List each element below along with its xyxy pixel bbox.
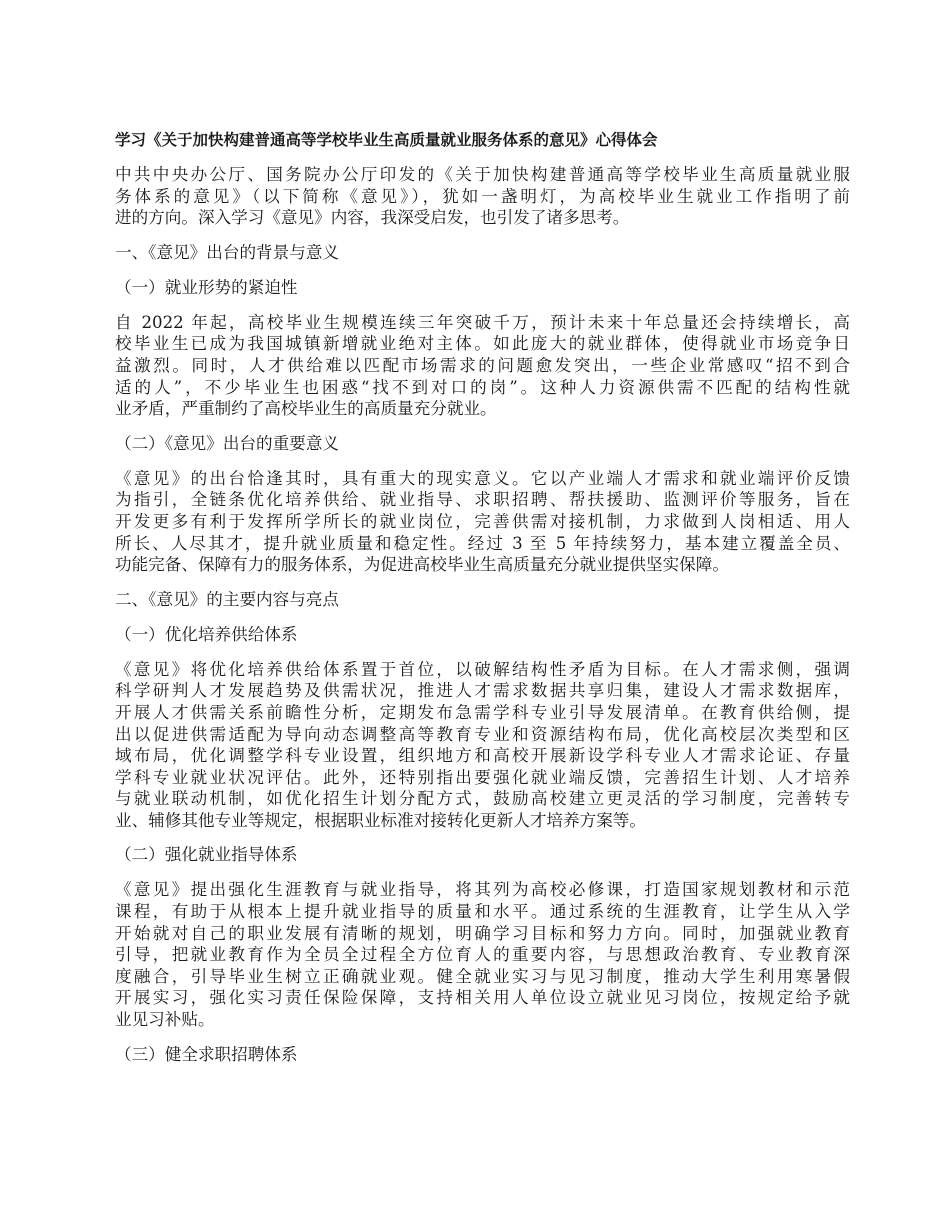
paragraph-line: 出以促进供需适配为导向动态调整高等教育专业和资源结构布局，优化高校层次类型和区 — [115, 724, 850, 744]
paragraph-line: 科学研判人才发展趋势及供需状况，推进人才需求数据共享归集，建设人才需求数据库， — [115, 681, 850, 701]
section-heading: （三）健全求职招聘体系 — [115, 1044, 298, 1064]
paragraph-line: 开始就对自己的职业发展有清晰的规划，明确学习目标和努力方向。同时，加强就业教育 — [115, 923, 850, 943]
paragraph-line: 《意见》提出强化生涯教育与就业指导，将其列为高校必修课，打造国家规划教材和示范 — [115, 880, 850, 900]
section-heading: （二）强化就业指导体系 — [115, 845, 298, 865]
paragraph-line: 学科专业就业状况评估。此外，还特别指出要强化就业端反馈，完善招生计划、人才培养 — [115, 767, 850, 787]
paragraph-line: 开展人才供需关系前瞻性分析，定期发布急需学科专业引导发展清单。在教育供给侧，提 — [115, 702, 850, 722]
document-content — [115, 164, 850, 1066]
paragraph-line: 功能完备、保障有力的服务体系，为促进高校毕业生高质量充分就业提供坚实保障。 — [115, 555, 729, 575]
paragraph-line: 中共中央办公厅、国务院办公厅印发的《关于加快构建普通高等学校毕业生高质量就业服 — [115, 165, 850, 184]
paragraph-line: 业见习补贴。 — [115, 1010, 215, 1030]
document-body — [115, 129, 850, 1079]
paragraph-line: 所长、人尽其才，提升就业质量和稳定性。经过 3 至 5 年持续努力，基本建立覆盖全员、 — [115, 533, 850, 553]
paragraph-line: 为指引，全链条优化培养供给、就业指导、求职招聘、帮扶援助、监测评价等服务，旨在 — [115, 490, 850, 510]
paragraph — [115, 468, 850, 576]
paragraph-line: 《意见》将优化培养供给体系置于首位，以破解结构性矛盾为目标。在人才需求侧，强调 — [115, 659, 850, 679]
paragraph-line: 务体系的意见》（以下简称《意见》），犹如一盏明灯，为高校毕业生就业工作指明了前 — [115, 186, 850, 206]
section-heading: （一）优化培养供给体系 — [115, 624, 298, 644]
paragraph — [115, 659, 850, 832]
section-heading: 二、《意见》的主要内容与亮点 — [115, 589, 340, 609]
paragraph-line: 《意见》的出台恰逢其时，具有重大的现实意义。它以产业端人才需求和就业端评价反馈 — [115, 468, 850, 488]
section-heading: 一、《意见》出台的背景与意义 — [115, 242, 340, 262]
paragraph-line: 开发更多有利于发挥所学所长的就业岗位，完善供需对接机制，力求做到人岗相适、用人 — [115, 511, 850, 531]
paragraph-line: 与就业联动机制，如优化招生计划分配方式，鼓励高校建立更灵活的学习制度，完善转专 — [115, 789, 850, 809]
paragraph-line: 课程，有助于从根本上提升就业指导的质量和水平。通过系统的生涯教育，让学生从入学 — [115, 902, 850, 922]
paragraph — [115, 164, 850, 229]
paragraph — [115, 312, 850, 420]
paragraph-line: 适的人”，不少毕业生也困惑“找不到对口的岗”。这种人力资源供需不匹配的结构性就 — [115, 377, 850, 397]
paragraph-line: 业矛盾，严重制约了高校毕业生的高质量充分就业。 — [115, 399, 497, 419]
paragraph — [115, 879, 850, 1030]
paragraph-line: 益激烈。同时，人才供给难以匹配市场需求的问题愈发突出，一些企业常感叹“招不到合 — [115, 355, 850, 375]
section-heading: （二）《意见》出台的重要意义 — [115, 433, 340, 453]
section-heading: （一）就业形势的紧迫性 — [115, 277, 298, 297]
paragraph-line: 开展实习，强化实习责任保险保障，支持相关用人单位设立就业见习岗位，按规定给予就 — [115, 988, 850, 1008]
paragraph-line: 进的方向。深入学习《意见》内容，我深受启发，也引发了诸多思考。 — [115, 208, 630, 228]
document-title: 学习《关于加快构建普通高等学校毕业生高质量就业服务体系的意见》心得体会 — [115, 130, 658, 149]
paragraph-line: 自 2022 年起，高校毕业生规模连续三年突破千万，预计未来十年总量还会持续增长，高 — [115, 312, 850, 332]
paragraph-line: 校毕业生已成为我国城镇新增就业绝对主体。如此庞大的就业群体，使得就业市场竞争日 — [115, 334, 850, 354]
paragraph-line: 引导，把就业教育作为全员全过程全方位育人的重要内容，与思想政治教育、专业教育深 — [115, 945, 850, 965]
paragraph-line: 域布局，优化调整学科专业设置，组织地方和高校开展新设学科专业人才需求论证、存量 — [115, 746, 850, 766]
paragraph-line: 业、辅修其他专业等规定，根据职业标准对接转化更新人才培养方案等。 — [115, 810, 646, 830]
paragraph-line: 度融合，引导毕业生树立正确就业观。健全就业实习与见习制度，推动大学生利用寒暑假 — [115, 966, 850, 986]
